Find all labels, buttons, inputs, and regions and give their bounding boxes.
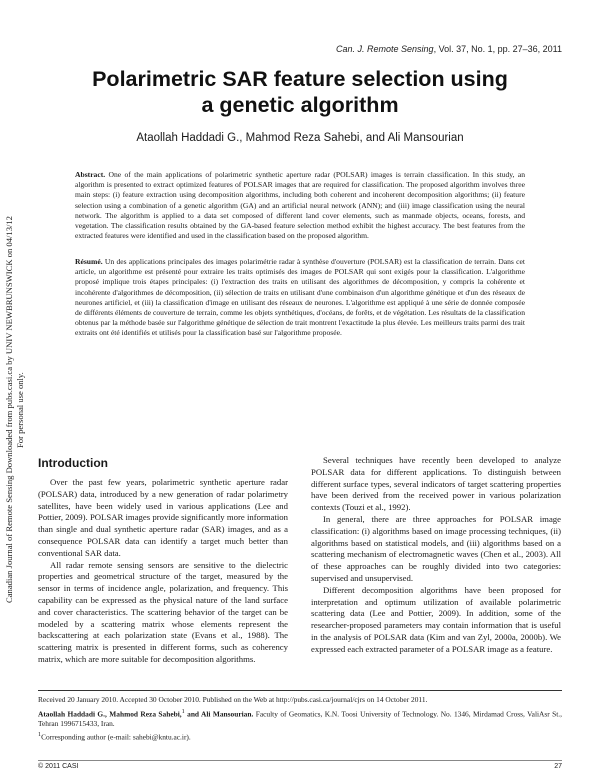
footnote-authors-2: and Ali Mansourian. [184,709,254,719]
download-note-line1: Canadian Journal of Remote Sensing Downloaded from pubs.casi.ca by UNIV NEWBRUNSWICK on 04/13/12 [4,216,14,604]
resume-text: Un des applications principales des images polarimétrie radar à synthèse d'ouverture (POLSAR) est la classification de terrain. Dans cet article, un algorithme est présenté pour extraire les traits optimisés des images de POLSAR qui sont exigés pour la classification. L'algorithme proposé implique trois étapes principales: (i) l'extraction des traits en utilisant des algorithmes de décomposition, y compris la cohérente et incohérente d'algorithmes de décomposition, (ii) sélection de traits en utilisant d'une combinaison d'un algorithme génétique et d'un des réseaux de neurones artificiel, et (iii) la classification d'image en utilisant des réseaux de neurones. L'algorithme est appliqué à une série de donnée composée de différents éléments de couverture de terrain, comme les objets synthétiques, d'océans, de forêts, et de végétation. Les résultats de la classification obtenus par la méthode basée sur l'algorithme génétique de sélection de trait montrent l'exactitude la plus élevée. Les meilleurs traits parmi des trait extraits ont été identifiés et utilisés pour la classification basé sur l'algorithme proposée. [75,257,525,338]
journal-volume: , Vol. 37, No. 1, pp. 27–36, 2011 [433,44,562,54]
received-dates: Received 20 January 2010. Accepted 30 October 2010. Published on the Web at http://pubs.casi.ca/journal/cjrs on 14 October 2011. [38,695,428,704]
page-number: 27 [554,763,562,770]
title-line2: a genetic algorithm [201,93,399,117]
title-line1: Polarimetric SAR feature selection using [92,67,508,91]
intro-paragraph-1: Over the past few years, polarimetric synthetic aperture radar (POLSAR) data, introduced by a new generation of radar polarimetry satellites, have been widely used in various applications (Lee and Pottier, 2009). POLSAR images provide significantly more information than single and dual synthetic aperture radar (SAR) images, and as a consequence POLSAR data can identify a target much better than conventional SAR data. [38,477,288,558]
resume-label: Résumé. [75,257,103,266]
copyright: © 2011 CASI [38,763,79,770]
abstract-text: One of the main applications of polarimetric synthetic aperture radar (POLSAR) images is terrain classification. In this study, an algorithm is presented to extract optimized features of POLSAR images that are required for classification. The proposed algorithm involves three main steps: (i) feature extraction using decomposition algorithms, including both coherent and incoherent decomposition algorithms; (ii) feature selection using a combination of a genetic algorithm (GA) and an artificial neural network (ANN); and (iii) image classification using the neural network. The algorithm is applied to a data set composed of different land cover elements, such as manmade objects, oceans, forests, and vegetation. The classification results obtained by the GA-based feature selection method exhibit the highest accuracy. The best features from the extracted features were identified and used in the classification based on the proposed algorithm. [75,170,525,241]
intro-paragraph-3: Several techniques have recently been developed to analyze POLSAR data for different applications. To distinguish between different surface types, several indicators of target scattering properties have been derived from the received power in various polarization contexts (Touzi et al., 1992). [311,455,561,513]
author-affiliation [38,708,562,729]
author-list: Ataollah Haddadi G., Mahmod Reza Sahebi, and Ali Mansourian [136,132,464,144]
left-column [38,477,288,666]
footnote-divider [38,690,562,691]
intro-paragraph-4: In general, there are three approaches for POLSAR image classification: (i) algorithms based on image processing techniques, (ii) algorithms based on statistical models, and (iii) algorithms based on a scattering mechanism of electromagnetic waves (Chen et al., 2003). All of these approaches can be roughly divided into two categories: supervised and unsupervised. [311,513,561,583]
download-note [4,160,34,660]
footnotes [38,695,562,745]
affiliation-text: Faculty of Geomatics, K.N. Toosi University of Technology. No. 1346, Mirdamad Cross, ValiAsr St., Tehran 1996715433, Iran. [38,709,562,728]
footnote-marker: 1 [181,708,185,715]
intro-paragraph-2: All radar remote sensing sensors are sensitive to the dielectric properties and geometrical structure of the target, measured by the sensor in terms of incidence angle, polarization, and frequency. This capability can be expressed as the physical nature of the land surface and cover characteristics. The scattering behavior of the target can be modeled by a scattering matrix whose elements represent the backscattering at each polarization state (Evans et al., 1988). The scattering matrix is presented in different forms, such as coherency matrix, which are more suitable for decomposition algorithms. [38,559,288,664]
right-column [311,455,561,656]
abstract-label: Abstract. [75,170,106,179]
corresponding-marker: 1 [38,732,42,739]
journal-name: Can. J. Remote Sensing [336,44,434,54]
paper-title [40,66,560,118]
abstract [75,170,525,241]
section-heading-introduction: Introduction [38,456,108,470]
corresponding-author [38,731,562,742]
journal-reference [336,44,562,54]
intro-paragraph-5: Different decomposition algorithms have been proposed for interpretation and optimum utilization of available polarimetric scattering data (Lee and Pottier, 2009). In addition, some of the researcher-proposed parameters may contain information that is useful in the analysis of POLSAR data (Kim and van Zyl, 2000a, 2000b). We expressed each extracted parameter of a POLSAR image as a feature. [311,584,561,654]
resume [75,257,525,339]
footnote-authors: Ataollah Haddadi G., Mahmod Reza Sahebi, [38,709,182,719]
download-note-line2: For personal use only. [15,372,25,448]
corresponding-text: Corresponding author (e-mail: sahebi@kntu.ac.ir). [41,732,191,742]
bottom-divider [38,760,562,761]
